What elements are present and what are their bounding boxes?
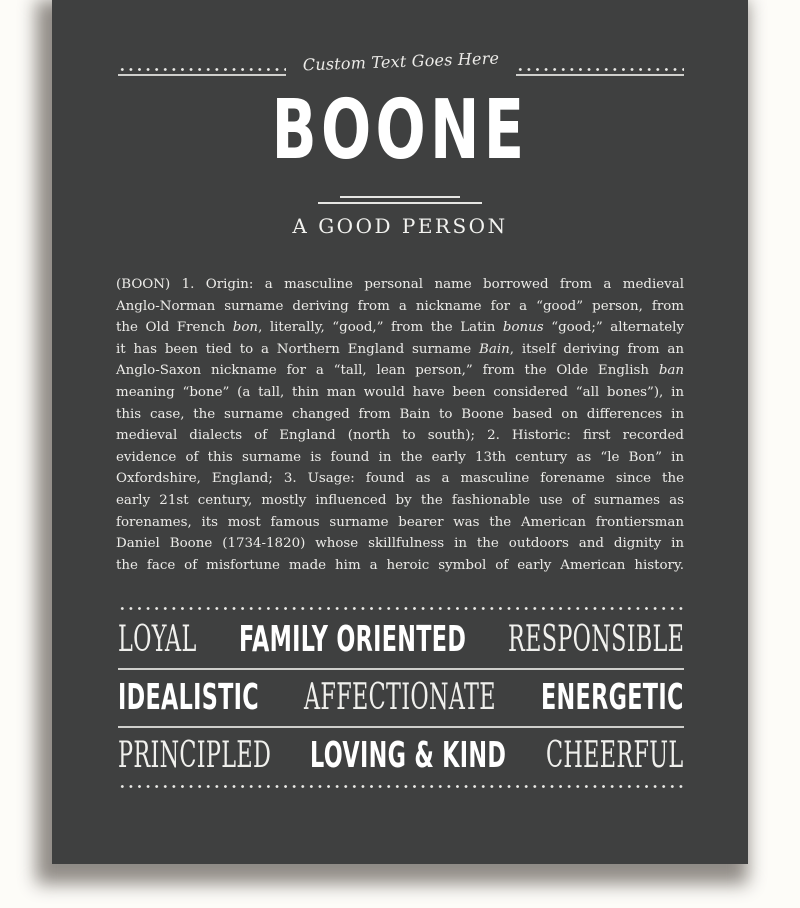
definition-line: the face of misfortune made him a heroic symbol of early American history. bbox=[116, 557, 684, 573]
trait-word: IDEALISTIC bbox=[118, 677, 259, 718]
title-rule-long bbox=[318, 202, 482, 204]
dotted-divider-right bbox=[516, 67, 684, 76]
trait-word: ENERGETIC bbox=[541, 677, 685, 718]
traits-row-1 bbox=[118, 612, 684, 668]
trait-word: FAMILY ORIENTED bbox=[238, 619, 467, 660]
definition-line: forenames, its most famous surname bearer was the American frontiersman bbox=[116, 514, 684, 530]
definition-line: Oxfordshire, England; 3. Usage: found as a masculine forename since the bbox=[116, 471, 684, 487]
trait-word: CHEERFUL bbox=[546, 735, 684, 776]
trait-word: PRINCIPLED bbox=[118, 735, 272, 776]
definition-line: meaning “bone” (a tall, thin man would have been considered “all bones”), in bbox=[116, 384, 684, 400]
traits-row-3 bbox=[118, 728, 684, 784]
definition-line: it has been tied to a Northern England surname Bain, itself deriving from an bbox=[116, 341, 685, 357]
definition-line: (BOON) 1. Origin: a masculine personal name borrowed from a medieval bbox=[116, 277, 684, 292]
trait-word: RESPONSIBLE bbox=[507, 619, 685, 660]
definition-line: this case, the surname changed from Bain to Boone based on differences in bbox=[116, 406, 684, 422]
definition-line: Anglo-Norman surname deriving from a nickname for a “good” person, from bbox=[116, 298, 684, 314]
trait-word: LOYAL bbox=[118, 619, 197, 660]
custom-text: Custom Text Goes Here bbox=[302, 48, 500, 75]
traits-section bbox=[118, 606, 684, 790]
title-rule-short bbox=[340, 196, 460, 198]
definition-line: the Old French bon, literally, “good,” from the Latin bonus “good;” alternately bbox=[116, 320, 684, 336]
definition-line: Daniel Boone (1734-1820) whose skillfulness in the outdoors and dignity in bbox=[116, 536, 684, 552]
name-meaning: A GOOD PERSON bbox=[292, 214, 508, 238]
name-meaning-poster bbox=[52, 0, 748, 864]
name-title: BOONE bbox=[271, 83, 529, 178]
trait-word: AFFECTIONATE bbox=[304, 677, 497, 718]
definition-line: evidence of this surname is found in the early 13th century as “le Bon” in bbox=[116, 449, 684, 465]
definition-line: early 21st century, mostly influenced by the fashionable use of surnames as bbox=[116, 492, 684, 508]
traits-row-2 bbox=[118, 670, 684, 726]
name-definition bbox=[116, 274, 684, 576]
header-row bbox=[118, 48, 684, 82]
definition-line: Anglo-Saxon nickname for a “tall, lean person,” from the Olde English ban bbox=[116, 363, 684, 379]
definition-line: medieval dialects of England (north to south); 2. Historic: first recorded bbox=[116, 428, 684, 444]
trait-word: LOVING & KIND bbox=[310, 735, 507, 776]
dotted-divider-traits-bottom bbox=[118, 784, 684, 790]
